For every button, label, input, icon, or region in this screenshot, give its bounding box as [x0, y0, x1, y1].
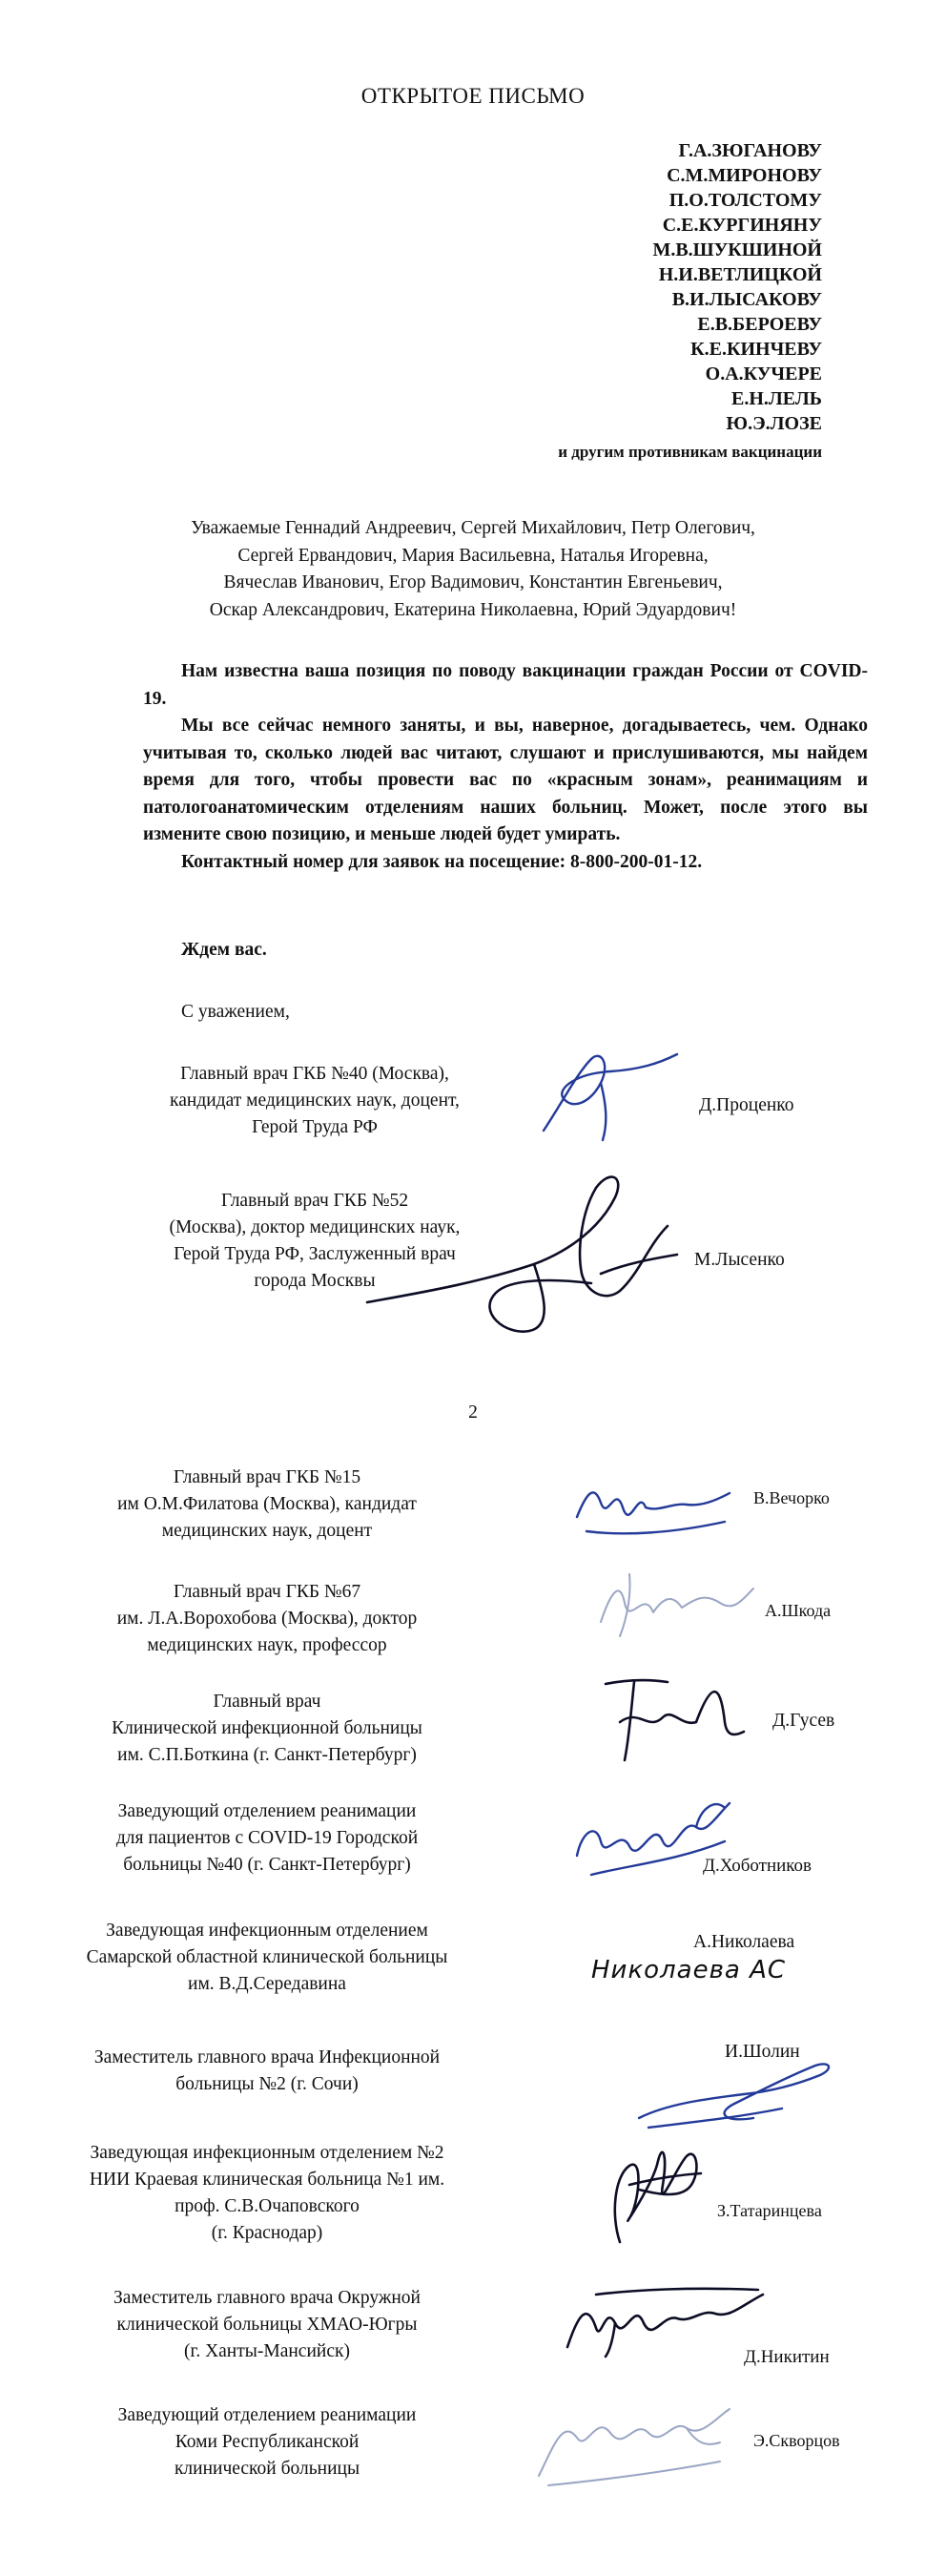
position-line: Главный врач ГКБ №40 (Москва), [180, 1064, 449, 1084]
recipient: М.В.ШУКШИНОЙ [652, 239, 822, 260]
signature-gusev [591, 1665, 753, 1770]
signatory-position [67, 1689, 467, 1769]
position-line: Главный врач ГКБ №52 [220, 1191, 409, 1211]
body-paragraph: Контактный номер для заявок на посещение: 8-800-200-01-12. [181, 851, 703, 872]
position-line: (Москва), доктор медицинских наук, [169, 1217, 461, 1237]
recipient: О.А.КУЧЕРЕ [705, 364, 822, 384]
position-line: Главный врач ГКБ №67 [173, 1582, 361, 1602]
signatory-name: Д.Гусев [772, 1711, 835, 1731]
salutation-line: Вячеслав Иванович, Егор Вадимович, Константин Евгеньевич, [223, 572, 723, 592]
signatory-name: Э.Скворцов [753, 2431, 840, 2450]
recipient: Н.И.ВЕТЛИЦКОЙ [658, 264, 822, 285]
position-line: Самарской областной клинической больницы [86, 1947, 448, 1967]
signature-tatarintseva [601, 2128, 715, 2252]
signatory-name: И.Шолин [725, 2042, 800, 2062]
position-line: кандидат медицинских наук, доцент, [170, 1091, 460, 1111]
position-line: Коми Республиканской [175, 2432, 360, 2452]
salutation-line: Оскар Александрович, Екатерина Николаевна, Юрий Эдуардович! [209, 599, 737, 620]
position-line: больницы №40 (г. Санкт-Петербург) [123, 1855, 411, 1875]
recipient: Е.Н.ЛЕЛЬ [731, 388, 822, 409]
signatory-position [67, 1798, 467, 1879]
signature-procenko [534, 1045, 687, 1150]
signatory-name: А.Шкода [765, 1601, 832, 1620]
signatory-position [38, 2045, 496, 2098]
recipient: С.М.МИРОНОВУ [667, 165, 822, 186]
recipient: П.О.ТОЛСТОМУ [668, 190, 822, 211]
position-line: НИИ Краевая клиническая больница №1 им. [89, 2170, 445, 2190]
position-line: Заведующая инфекционным отделением №2 [90, 2143, 444, 2163]
position-line: проф. С.В.Очаповского [175, 2196, 360, 2216]
position-line: клинической больницы ХМАО-Югры [116, 2315, 418, 2335]
position-line: Главный врач ГКБ №15 [173, 1467, 361, 1487]
signature-sholin [629, 2051, 839, 2137]
position-line: больницы №2 (г. Сочи) [175, 2074, 359, 2094]
signatory-position [67, 1579, 467, 1659]
position-line: Герой Труда РФ, Заслуженный врач [174, 1244, 456, 1264]
signatory-name: А.Николаева [693, 1932, 795, 1952]
signatory-position [38, 2285, 496, 2365]
recipient: Ю.Э.ЛОЗЕ [726, 413, 822, 434]
recipient: В.И.ЛЫСАКОВУ [671, 289, 822, 310]
position-line: города Москвы [254, 1271, 376, 1291]
position-line: им О.М.Филатова (Москва), кандидат [117, 1494, 417, 1514]
position-line: Заведующий отделением реанимации [117, 1801, 417, 1821]
signatory-name: Д.Никитин [744, 2347, 830, 2367]
signatory-position [67, 1465, 467, 1545]
signatory-position [38, 2402, 496, 2483]
salutation-line: Уважаемые Геннадий Андреевич, Сергей Михайлович, Петр Олегович, [191, 518, 755, 538]
recipients-tail: и другим противникам вакцинации [558, 443, 822, 461]
recipients-block [558, 138, 822, 465]
signature-skvortsov [529, 2390, 758, 2495]
body-paragraph: Нам известна ваша позиция по поводу вакцинации граждан России от COVID-19. [143, 661, 868, 709]
signature-vechorko [567, 1465, 749, 1550]
position-line: Заведующая инфекционным отделением [106, 1921, 428, 1941]
position-line: Главный врач [213, 1692, 321, 1712]
salutation-line: Сергей Ервандович, Мария Васильевна, Наталья Игоревна, [237, 545, 709, 566]
position-line: медицинских наук, доцент [161, 1521, 373, 1541]
position-line: Герой Труда РФ [252, 1117, 378, 1137]
page-number: 2 [468, 1402, 478, 1423]
handwritten-signature-nikolaeva: Николаева АС [591, 1956, 787, 1984]
signature-lysenko [362, 1159, 687, 1340]
position-line: (г. Краснодар) [211, 2223, 323, 2243]
recipient: С.Е.КУРГИНЯНУ [662, 215, 822, 236]
signatory-name: З.Татаринцева [717, 2201, 822, 2220]
closing-regards: С уважением, [181, 1002, 290, 1022]
position-line: (г. Ханты-Мансийск) [184, 2341, 350, 2361]
position-line: клинической больницы [174, 2459, 360, 2479]
position-line: Заместитель главного врача Инфекционной [93, 2047, 441, 2067]
body-paragraph: Мы все сейчас немного заняты, и вы, наверное, догадываетесь, чем. Однако учитывая то, сколько людей вас читают, слушают и прислушиваются, мы найдем время для того, чтобы провести вас по «красным зонам», реанимациям и патологоанатомическим отделениям наших больниц. Может, после этого вы измените свою позицию, и меньше людей будет умирать. [143, 716, 868, 844]
position-line: для пациентов с COVID-19 Городской [115, 1828, 419, 1848]
signature-khobotnikov [563, 1789, 744, 1894]
position-line: им. Л.А.Ворохобова (Москва), доктор [116, 1609, 418, 1629]
signatory-name: М.Лысенко [694, 1250, 785, 1270]
signatory-position [48, 1918, 486, 1998]
recipient: К.Е.КИНЧЕВУ [690, 339, 822, 360]
letter-title: ОТКРЫТОЕ ПИСЬМО [360, 84, 586, 108]
salutation [67, 515, 879, 624]
position-line: Клинической инфекционной больницы [112, 1718, 422, 1738]
position-line: им. В.Д.Середавина [188, 1974, 346, 1994]
recipient: Е.В.БЕРОЕВУ [697, 314, 822, 335]
letter-body [143, 658, 868, 876]
position-line: Заведующий отделением реанимации [117, 2405, 417, 2425]
position-line: им. С.П.Боткина (г. Санкт-Петербург) [117, 1745, 417, 1765]
closing-wait: Ждем вас. [181, 940, 267, 960]
signatory-position [95, 1061, 534, 1141]
signatory-position [38, 2140, 496, 2247]
recipient: Г.А.ЗЮГАНОВУ [678, 140, 822, 161]
signatory-name: Д.Проценко [699, 1095, 794, 1115]
position-line: Заместитель главного врача Окружной [113, 2288, 421, 2308]
position-line: медицинских наук, профессор [147, 1635, 387, 1655]
signatory-name: В.Вечорко [753, 1488, 830, 1507]
signatory-name: Д.Хоботников [703, 1856, 812, 1876]
signature-shkoda [591, 1565, 763, 1641]
